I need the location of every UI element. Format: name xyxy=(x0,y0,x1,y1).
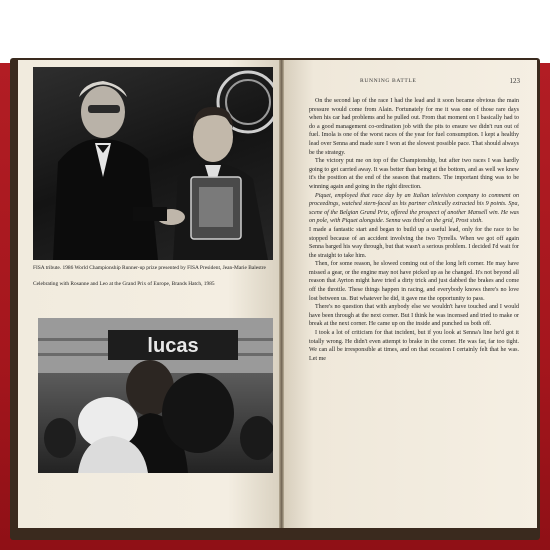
body-text xyxy=(309,97,519,363)
presentation-photo-image xyxy=(33,67,273,260)
photo-caption: Celebrating with Rosanne and Leo at the Grand Prix of Europe, Brands Hatch, 1985 xyxy=(33,281,215,287)
paragraph: The victory put me on top of the Championship, but after two races I was hardly going to get carried away. It was better than being at the bottom, and as well we knew it's the position at the end of the season that matters. The important thing was to be winning again and going in the right direction. xyxy=(309,158,519,190)
page-number: 123 xyxy=(509,77,520,85)
celebration-photo xyxy=(38,318,273,473)
sponsor-banner-text: lucas xyxy=(147,335,199,357)
paragraph: Then, for some reason, he slowed coming out of the long left corner. He may have missed a gear, or the engine may not have picked up as he changed. It's not beyond all reason that Ayrton might have tried a dirty trick and just dabbed the brakes and come off the throttle. These things happen in racing, and everybody knows there's no love lost between us. But whatever he did, it gave me the opportunity to pass. xyxy=(309,261,519,302)
paragraph: I made a fantastic start and began to build up a useful lead, only for the race to be stopped because of an accident involving the two Tyrrells. When we got off again Senna barged his way through, but that wasn't a serious problem. I decided I'd wait for the straight to take him. xyxy=(309,226,519,259)
paragraph: On the second lap of the race I had the lead and it soon became obvious the main pressure would come from Alain. Fortunately for me it was one of those rare days when his car had problems and he pulled out. From that moment on I basically had to do a good management co-ordination job with the pits to ensure we didn't run out of fuel. Imola is one of the worst races of the year for fuel consumption. I kept a healthy lead over Senna and made sure I won at the slowest possible pace. That should always be the strategy. xyxy=(309,98,519,156)
running-head-title: RUNNING BATTLE xyxy=(360,78,417,84)
paragraph: I took a lot of criticism for that incident, but if you look at Senna's line he'd got it totally wrong. He didn't even attempt to brake in the corner. He was far, far too tight. We can all be irresponsible at times, and on that occasion I certainly felt that he was. Let me xyxy=(309,330,519,362)
photo-caption: FISA tribute. 1986 World Championship Runner-up prize presented by FISA President, Jean-Marie Balestre xyxy=(33,265,266,271)
presentation-photo xyxy=(33,67,273,260)
book-gutter xyxy=(279,60,284,528)
paragraph-italic: Piquet, employed that race day by an Italian television company to comment on proceedings, watched stern-faced as his partner clinically extracted his 9 points. Spa, scene of the Belgian Grand Prix, offered the prospect of another Mansell win. He was on pole, with Piquet alongside. Senna was third on the grid, Prost sixth. xyxy=(309,192,519,225)
paragraph: There's no question that with anybody else we wouldn't have touched and I would have been through at the next corner. But I think he was incensed and tried to make or break at the next corner. He came up on the inside and punched us both off. xyxy=(309,304,519,328)
celebration-photo-image xyxy=(38,318,273,473)
